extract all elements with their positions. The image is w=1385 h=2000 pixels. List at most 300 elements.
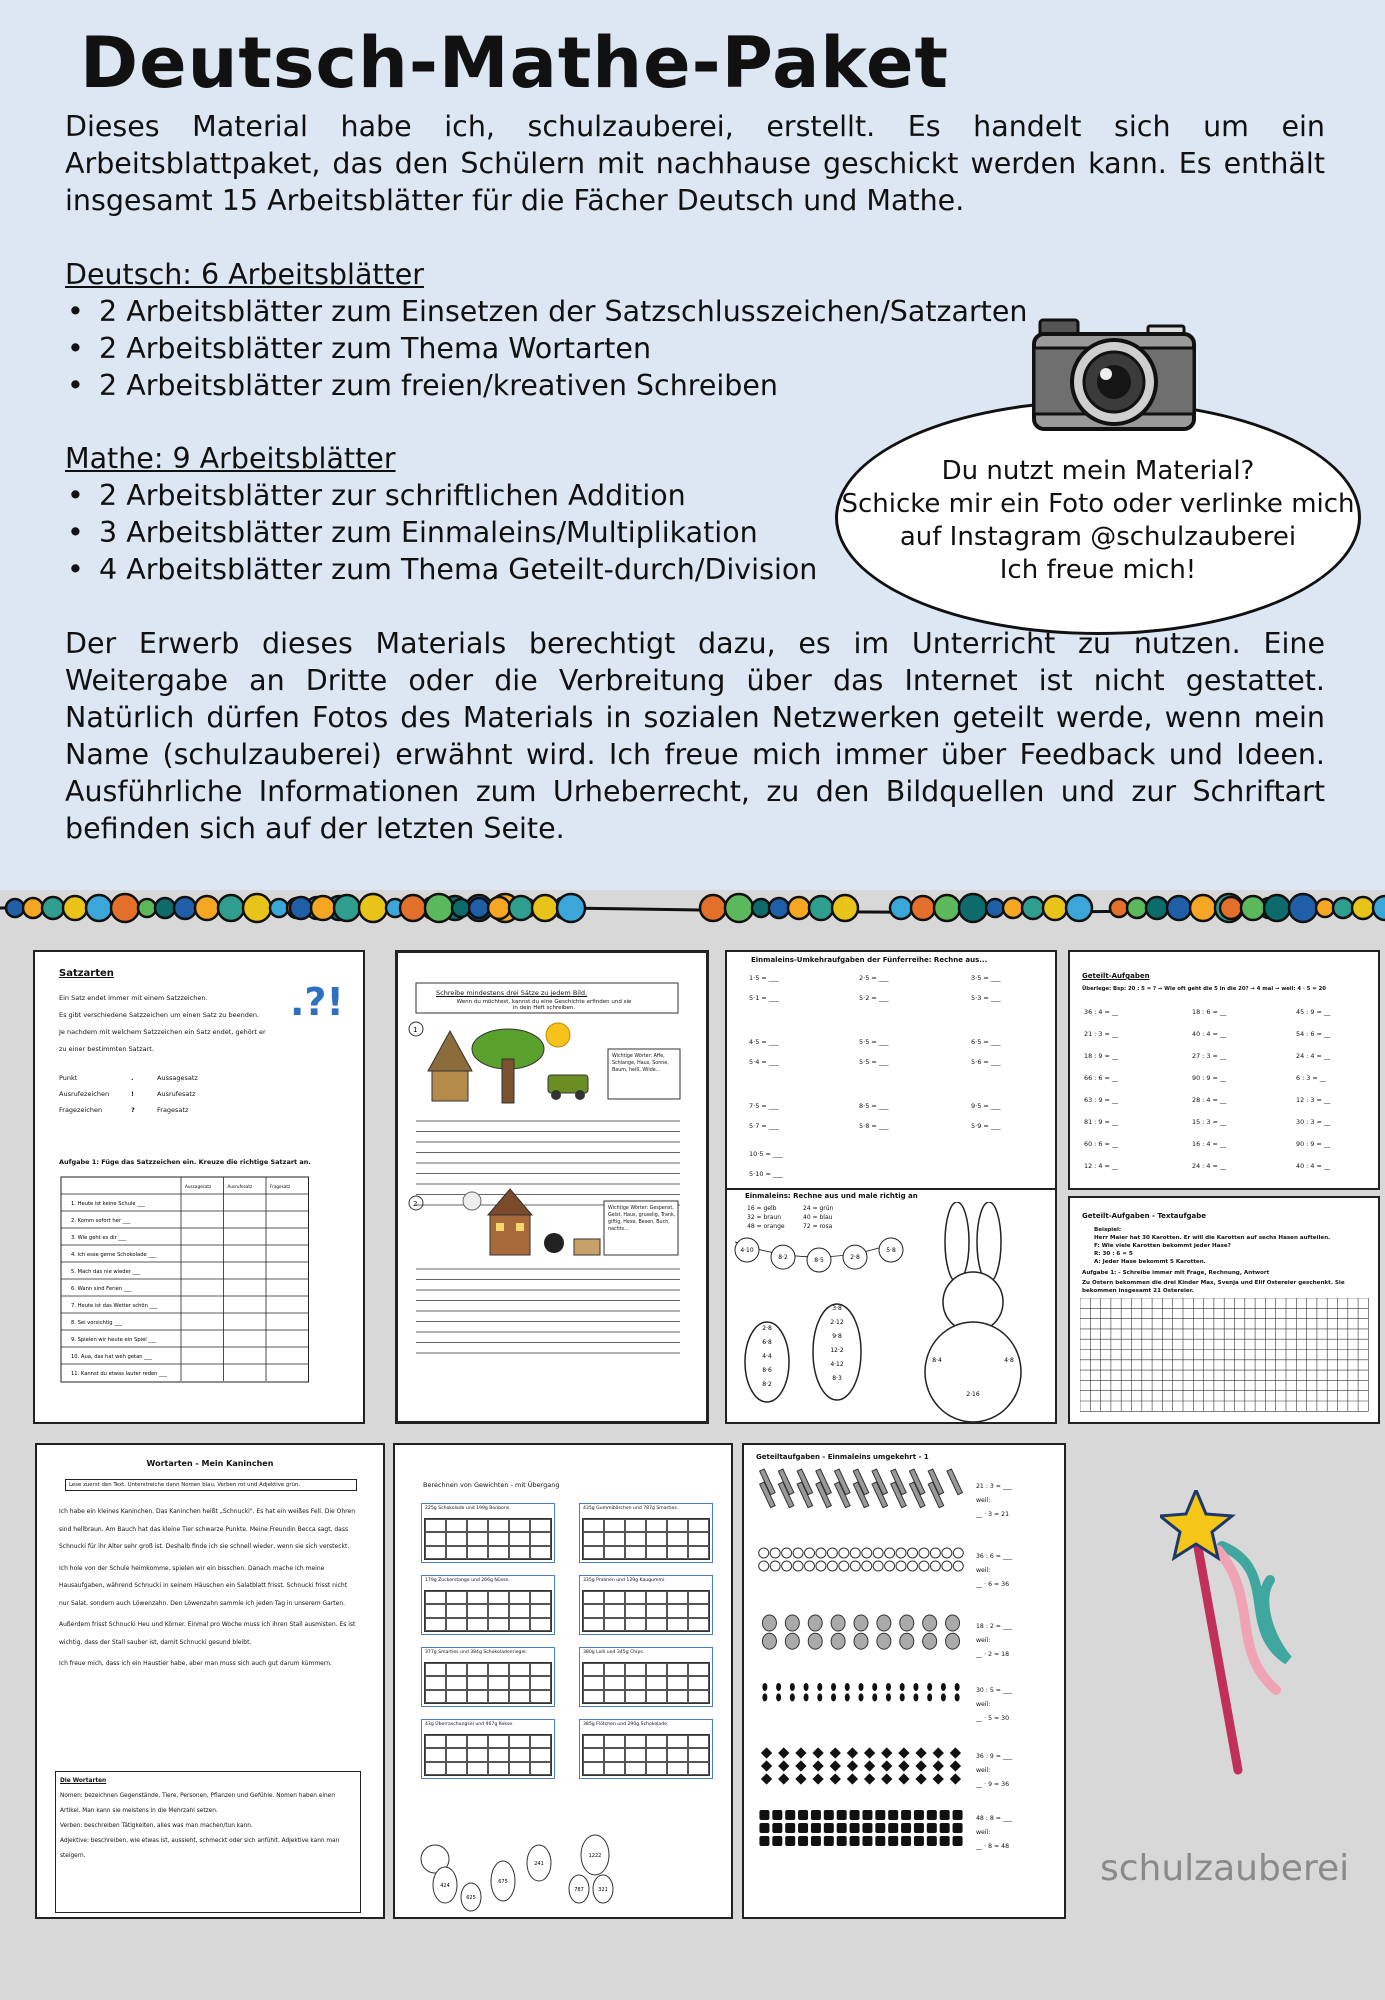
bead xyxy=(243,894,271,922)
count-item xyxy=(790,1693,795,1701)
grid-cell xyxy=(425,1618,446,1631)
count-item xyxy=(785,1615,799,1631)
count-item xyxy=(875,1823,885,1833)
bead xyxy=(111,894,139,922)
card-label: 225g Schokolade und 199g Bonbons. xyxy=(425,1506,511,1511)
count-item xyxy=(824,1810,834,1820)
count-item xyxy=(830,1760,841,1771)
legend-item: 24 = grün xyxy=(803,1205,834,1212)
count-item xyxy=(827,1561,837,1571)
proof-line: __ · 6 = 36 xyxy=(976,1581,1010,1588)
grid-cell xyxy=(446,1604,467,1617)
page-title: Deutsch-Mathe-Paket xyxy=(80,22,949,104)
math-task: 7·5 = ___ xyxy=(749,1102,779,1110)
table-row: 10. Aua, das hat weh getan ___ xyxy=(71,1354,152,1360)
math-task: 8·5 = ___ xyxy=(859,1102,889,1110)
count-item xyxy=(885,1548,895,1558)
count-item xyxy=(850,1836,860,1846)
count-item xyxy=(793,1548,803,1558)
bead xyxy=(509,896,533,920)
grid-cell xyxy=(530,1735,551,1748)
art-label: 9·8 xyxy=(832,1333,842,1340)
count-item xyxy=(817,1683,822,1691)
story-paragraph: Ich freue mich, dass ich ein Haustier habe, aber man muss sich auch gut darum kümmern. xyxy=(59,1660,332,1667)
count-item xyxy=(795,1760,806,1771)
grid-cell xyxy=(488,1618,509,1631)
count-item xyxy=(953,1548,963,1558)
grid-cell xyxy=(646,1591,667,1604)
card-label: 385g Flötchen und 290g Schokolade. xyxy=(583,1722,669,1727)
grid-cell xyxy=(467,1762,488,1775)
calc-grid xyxy=(582,1734,710,1776)
punct-row xyxy=(59,1102,259,1118)
count-item xyxy=(864,1747,875,1758)
count-item xyxy=(881,1747,892,1758)
count-item xyxy=(933,1760,944,1771)
count-item xyxy=(762,1693,767,1701)
grid-cell xyxy=(509,1690,530,1703)
bead xyxy=(400,895,426,921)
text-line: A: Jeder Hase bekommt 5 Karotten. xyxy=(1094,1259,1206,1265)
grid-cell xyxy=(583,1618,604,1631)
count-item xyxy=(808,1615,822,1631)
grid-cell xyxy=(467,1748,488,1761)
count-item xyxy=(854,1615,868,1631)
grid-cell xyxy=(688,1676,709,1689)
bead xyxy=(1220,897,1242,919)
bead xyxy=(1333,898,1353,918)
grid-cell xyxy=(446,1762,467,1775)
grid-cell xyxy=(530,1676,551,1689)
grid-cell xyxy=(625,1676,646,1689)
division-task: 15 : 3 = __ xyxy=(1192,1118,1227,1126)
count-item xyxy=(811,1823,821,1833)
count-item xyxy=(881,1773,892,1784)
worksheet-wortarten xyxy=(35,1443,385,1919)
egg-label: 241 xyxy=(534,1861,544,1867)
bubble-line: Du nutzt mein Material? xyxy=(941,456,1255,486)
grid-cell xyxy=(625,1663,646,1676)
count-item xyxy=(940,1836,950,1846)
bead xyxy=(1316,899,1334,917)
count-item xyxy=(811,1810,821,1820)
grid-cell xyxy=(583,1690,604,1703)
legend-item: 72 = rosa xyxy=(803,1223,833,1230)
list-item: • 2 Arbeitsblätter zum freien/kreativen Schreiben xyxy=(65,367,1027,404)
text-line: Herr Maier hat 30 Karotten. Er will die Karotten auf sechs Hasen aufteilen. xyxy=(1094,1235,1331,1241)
math-task: 5·2 = ___ xyxy=(859,994,889,1002)
table-row: 7. Heute ist das Wetter schön ___ xyxy=(71,1303,158,1309)
division-task: 54 : 6 = __ xyxy=(1296,1030,1331,1038)
grid-cell xyxy=(446,1618,467,1631)
count-item xyxy=(914,1836,924,1846)
box-title: Die Wortarten xyxy=(60,1778,107,1784)
division-task: 28 : 4 = __ xyxy=(1192,1096,1227,1104)
weil-label: weil: xyxy=(976,1497,991,1504)
grid-cell xyxy=(425,1591,446,1604)
count-item xyxy=(919,1548,929,1558)
bead xyxy=(290,897,312,919)
egg-label: 321 xyxy=(598,1887,608,1893)
bead xyxy=(1003,898,1023,918)
count-item xyxy=(927,1823,937,1833)
card-label: 380g Lolli und 345g Chips. xyxy=(583,1650,645,1655)
text-line: F: Wie viele Karotten bekommt jeder Hase? xyxy=(1094,1243,1231,1249)
legend-item: 32 = braun xyxy=(747,1214,782,1221)
count-item xyxy=(900,1615,914,1631)
bead xyxy=(1066,895,1092,921)
count-item xyxy=(953,1561,963,1571)
calc-grid xyxy=(424,1734,552,1776)
count-item xyxy=(873,1548,883,1558)
bead xyxy=(1241,896,1265,920)
bead xyxy=(1289,894,1317,922)
grid-cell xyxy=(530,1546,551,1559)
count-item xyxy=(923,1633,937,1649)
count-item xyxy=(933,1747,944,1758)
division-tasks xyxy=(972,1445,1064,1915)
grid-cell xyxy=(509,1748,530,1761)
grid-cell xyxy=(467,1735,488,1748)
count-item xyxy=(812,1747,823,1758)
division-task: 30 : 3 = __ xyxy=(1296,1118,1331,1126)
count-item xyxy=(847,1773,858,1784)
art-label: 8·4 xyxy=(932,1357,942,1364)
math-task: 6·5 = ___ xyxy=(971,1038,1001,1046)
legend-item: 48 = orange xyxy=(747,1223,785,1230)
count-item xyxy=(877,1633,891,1649)
grid-cell xyxy=(625,1604,646,1617)
division-task: 40 : 4 = __ xyxy=(1192,1030,1227,1038)
svg-text:1: 1 xyxy=(413,1026,418,1034)
count-item xyxy=(908,1561,918,1571)
proof-line: __ · 2 = 18 xyxy=(976,1651,1010,1658)
bead xyxy=(138,899,156,917)
calc-grid xyxy=(424,1518,552,1560)
table-row: 2. Komm sofort her ___ xyxy=(71,1218,131,1224)
count-item xyxy=(875,1810,885,1820)
division-question: 30 : 5 = ___ xyxy=(976,1687,1013,1694)
count-item xyxy=(785,1810,795,1820)
count-item xyxy=(805,1548,815,1558)
sheet-title: Schreibe mindestens drei Sätze zu jedem Bild. xyxy=(436,989,588,997)
box-line: Adjektive: beschreiben, wie etwas ist, aussieht, schmeckt oder sich anfühlt. Adjektive kann man steigern. xyxy=(60,1838,340,1859)
story-paragraph: Ich hole von der Schule heimkomme, spielen wir ein bisschen. Danach mache ich meine Hausaufgaben, während Schnucki in seinem Häuschen ein Salatblatt frisst. Schnucki frisst nicht nur Salat, sondern auch Löwenzahn. Den Löwenzahn sammle ich jeden Tag in unserem Garten. xyxy=(59,1564,348,1607)
sheet-title: Einmaleins-Umkehraufgaben der Fünferreihe: Rechne aus... xyxy=(751,956,988,964)
deutsch-heading: Deutsch: 6 Arbeitsblätter xyxy=(65,258,425,291)
grid-cell xyxy=(467,1618,488,1631)
bead xyxy=(6,899,24,917)
satzarten-table xyxy=(60,1176,340,1392)
grid-cell xyxy=(604,1591,625,1604)
calc-grid xyxy=(424,1590,552,1632)
bead xyxy=(425,894,453,922)
grid-cell xyxy=(604,1604,625,1617)
count-item xyxy=(762,1615,776,1631)
division-task: 16 : 4 = __ xyxy=(1192,1140,1227,1148)
grid-cell xyxy=(467,1676,488,1689)
grid-cell xyxy=(604,1748,625,1761)
bead-garland xyxy=(0,880,1385,940)
grid-cell xyxy=(688,1748,709,1761)
bead xyxy=(23,898,43,918)
bead xyxy=(1167,896,1191,920)
weight-card xyxy=(579,1503,713,1563)
grid-cell xyxy=(667,1690,688,1703)
grid-cell xyxy=(530,1519,551,1532)
grid-cell xyxy=(688,1735,709,1748)
math-task: 5·7 = ___ xyxy=(749,1122,779,1130)
grid-cell xyxy=(646,1676,667,1689)
bead xyxy=(809,896,833,920)
count-item xyxy=(872,1683,877,1691)
bead xyxy=(359,894,387,922)
bubble-line: Schicke mir ein Foto oder verlinke mich xyxy=(841,489,1355,519)
worksheet-satzarten xyxy=(33,950,365,1424)
grid-cell xyxy=(625,1762,646,1775)
grid-cell xyxy=(583,1762,604,1775)
bead xyxy=(986,899,1004,917)
table-row: 11. Kannst du etwas lauter reden ___ xyxy=(71,1371,167,1377)
grid-cell xyxy=(646,1519,667,1532)
bead xyxy=(911,896,935,920)
sheet-subtitle: Wenn du möchtest, kannst du eine Geschichte erfinden und sie in dein Heft schreiben. xyxy=(456,999,632,1011)
story-paragraph: Außerdem frisst Schnucki Heu und Körner. Einmal pro Woche muss ich ihren Stall ausmisten. Es ist wichtig, dass der Stall sauber ist, damit Schnucki gesund bleibt. xyxy=(59,1621,356,1646)
count-item xyxy=(850,1561,860,1571)
grid-cell xyxy=(446,1676,467,1689)
bead xyxy=(218,895,244,921)
table-row: 1. Heute ist keine Schule ___ xyxy=(71,1201,146,1207)
count-item xyxy=(933,1773,944,1784)
mathe-heading: Mathe: 9 Arbeitsblätter xyxy=(65,442,396,475)
count-item xyxy=(795,1773,806,1784)
count-item xyxy=(850,1810,860,1820)
count-item xyxy=(875,1836,885,1846)
count-item xyxy=(955,1693,960,1701)
word-box-1: Wichtige Wörter: Affe, Schlange, Haus, Sonne, Baum, heiß, Wilde... xyxy=(612,1054,669,1073)
calc-grid xyxy=(582,1518,710,1560)
worksheet-umgekehrt xyxy=(742,1443,1066,1919)
bead xyxy=(86,895,112,921)
grid-cell xyxy=(625,1748,646,1761)
count-item xyxy=(896,1548,906,1558)
division-task: 21 : 3 = __ xyxy=(1084,1030,1119,1038)
grid-cell xyxy=(488,1519,509,1532)
bead xyxy=(42,897,64,919)
grid-cell xyxy=(530,1690,551,1703)
grid-cell xyxy=(583,1532,604,1545)
grid-cell xyxy=(446,1690,467,1703)
grid-cell xyxy=(530,1663,551,1676)
grid-cell xyxy=(667,1663,688,1676)
art-label: 8·5 xyxy=(814,1257,824,1264)
grid-cell xyxy=(446,1748,467,1761)
grid-cell xyxy=(488,1748,509,1761)
count-item xyxy=(776,1683,781,1691)
math-task: 5·5 = ___ xyxy=(859,1058,889,1066)
proof-line: __ · 3 = 21 xyxy=(976,1511,1010,1518)
punct-mark: ! xyxy=(131,1090,134,1098)
count-item xyxy=(782,1548,792,1558)
grid-cell xyxy=(509,1591,530,1604)
bead xyxy=(452,899,470,917)
grid-cell xyxy=(604,1735,625,1748)
count-item xyxy=(953,1823,963,1833)
weight-card xyxy=(579,1647,713,1707)
art-label: 4·12 xyxy=(830,1361,844,1368)
division-task: 45 : 9 = __ xyxy=(1296,1008,1331,1016)
art-label: 6·8 xyxy=(762,1339,772,1346)
count-item xyxy=(837,1836,847,1846)
count-item xyxy=(761,1747,772,1758)
weil-label: weil: xyxy=(976,1637,991,1644)
bead xyxy=(270,899,288,917)
sheet-title: Geteilt-Aufgaben - Textaufgabe xyxy=(1082,1212,1207,1220)
punct-mark: . xyxy=(131,1074,134,1082)
weight-card xyxy=(421,1647,555,1707)
grid-cell xyxy=(688,1618,709,1631)
count-item xyxy=(762,1633,776,1649)
legal-paragraph: Der Erwerb dieses Materials berechtigt dazu, es im Unterricht zu nutzen. Eine Weitergabe an Dritte oder die Verbreitung über das Internet ist nicht gestattet. Natürlich dürfen Fotos des Materials in sozialen Netzwerken geteilt werde, wenn mein Name (schulzauberei) erwähnt wird. Ich freue mich immer über Feedback und Ideen. Ausführliche Informationen zum Urheberrecht, zu den Bildquellen und zur Schriftart befinden sich auf der letzten Seite. xyxy=(65,627,1325,845)
grid-cell xyxy=(625,1546,646,1559)
count-item xyxy=(862,1810,872,1820)
egg-label: 625 xyxy=(466,1895,476,1901)
count-item xyxy=(772,1810,782,1820)
weil-label: weil: xyxy=(976,1567,991,1574)
counting-pictures xyxy=(744,1445,974,1905)
math-task: 2·5 = ___ xyxy=(859,974,889,982)
math-task: 5·6 = ___ xyxy=(971,1058,1001,1066)
count-item xyxy=(831,1633,845,1649)
punctuation-rows xyxy=(59,1070,259,1118)
bead xyxy=(174,897,196,919)
count-item xyxy=(761,1760,772,1771)
math-task: 3·5 = ___ xyxy=(971,974,1001,982)
einmaleins-title: Einmaleins: Rechne aus und male richtig an xyxy=(745,1192,918,1200)
egg-label: 675 xyxy=(498,1879,508,1885)
grid-cell xyxy=(625,1690,646,1703)
grid-cell xyxy=(467,1519,488,1532)
count-item xyxy=(888,1823,898,1833)
grid-cell xyxy=(446,1519,467,1532)
grid-cell xyxy=(583,1663,604,1676)
grid-cell xyxy=(604,1532,625,1545)
count-item xyxy=(900,1683,905,1691)
grid-cell xyxy=(488,1663,509,1676)
bead xyxy=(311,896,335,920)
grid-cell xyxy=(488,1690,509,1703)
count-item xyxy=(896,1561,906,1571)
count-item xyxy=(953,1836,963,1846)
bead xyxy=(488,897,510,919)
grid-cell xyxy=(646,1532,667,1545)
grid-cell xyxy=(604,1618,625,1631)
weight-card xyxy=(421,1719,555,1779)
bead xyxy=(1127,898,1147,918)
grid-cell xyxy=(509,1735,530,1748)
math-task: 5·3 = ___ xyxy=(971,994,1001,1002)
art-label: 4·10 xyxy=(740,1247,754,1254)
count-item xyxy=(913,1693,918,1701)
count-item xyxy=(913,1683,918,1691)
grid-cell xyxy=(583,1591,604,1604)
count-item xyxy=(839,1548,849,1558)
count-item xyxy=(946,1633,960,1649)
count-item xyxy=(927,1810,937,1820)
count-item xyxy=(845,1683,850,1691)
punct-name: Ausrufezeichen xyxy=(59,1090,110,1098)
grid-cell xyxy=(667,1591,688,1604)
count-item xyxy=(872,1693,877,1701)
speech-bubble-text xyxy=(0,455,1360,587)
grid-cell xyxy=(688,1690,709,1703)
count-item xyxy=(816,1561,826,1571)
grid-cell xyxy=(446,1546,467,1559)
bead xyxy=(1264,895,1290,921)
calc-grid xyxy=(424,1662,552,1704)
count-item xyxy=(901,1823,911,1833)
grid-cell xyxy=(509,1676,530,1689)
art-label: 8·6 xyxy=(762,1367,772,1374)
count-item xyxy=(759,1823,769,1833)
weight-card xyxy=(421,1503,555,1563)
count-item xyxy=(862,1823,872,1833)
count-item xyxy=(862,1548,872,1558)
bead xyxy=(1146,897,1168,919)
count-item xyxy=(782,1561,792,1571)
story-text xyxy=(59,1503,359,1673)
math-task: 5·8 = ___ xyxy=(859,1122,889,1130)
grid-cell xyxy=(509,1604,530,1617)
bead xyxy=(195,896,219,920)
math-task: 4·5 = ___ xyxy=(749,1038,779,1046)
math-task: 1·5 = ___ xyxy=(749,974,779,982)
grid-cell xyxy=(646,1663,667,1676)
art-label: 2·12 xyxy=(830,1319,844,1326)
math-task: 5·4 = ___ xyxy=(749,1058,779,1066)
bubble-line: Ich freue mich! xyxy=(999,555,1197,585)
division-task: 60 : 6 = __ xyxy=(1084,1140,1119,1148)
story-paragraph: Ich habe ein kleines Kaninchen. Das Kaninchen heißt „Schnucki". Es hat ein weißes Fell. Die Ohren sind hellbraun. Am Bauch hat das kleine Tier schwarze Punkte. Meine Freundin Becca sagt, dass Schnucki für ihr Alter sehr groß ist. Deshalb finde ich sie schnell wieder, wenn sie sich versteckt. xyxy=(59,1508,356,1550)
grid-cell xyxy=(667,1546,688,1559)
text-line: R: 30 : 6 = 5 xyxy=(1094,1251,1133,1257)
count-item xyxy=(847,1747,858,1758)
bead xyxy=(1043,896,1067,920)
eggs-art xyxy=(395,1815,733,1915)
count-item xyxy=(812,1773,823,1784)
math-task: 10·5 = ___ xyxy=(749,1150,783,1158)
wortarten-box xyxy=(55,1771,361,1913)
count-item xyxy=(761,1773,772,1784)
grid-cell xyxy=(604,1663,625,1676)
bead xyxy=(1373,896,1385,920)
count-item xyxy=(772,1823,782,1833)
bead xyxy=(1022,897,1044,919)
grid-cell xyxy=(667,1748,688,1761)
brand-watermark: schulzauberei xyxy=(1100,1848,1350,1889)
weight-card xyxy=(579,1719,713,1779)
grid-cell xyxy=(667,1604,688,1617)
grid-cell xyxy=(688,1546,709,1559)
grid-cell xyxy=(446,1663,467,1676)
text-line: Beispiel: xyxy=(1094,1227,1122,1233)
grid-cell xyxy=(488,1604,509,1617)
count-item xyxy=(804,1693,809,1701)
list-item: • 2 Arbeitsblätter zum Thema Wortarten xyxy=(65,330,1027,367)
count-item xyxy=(839,1561,849,1571)
count-item xyxy=(898,1773,909,1784)
count-item xyxy=(955,1683,960,1691)
